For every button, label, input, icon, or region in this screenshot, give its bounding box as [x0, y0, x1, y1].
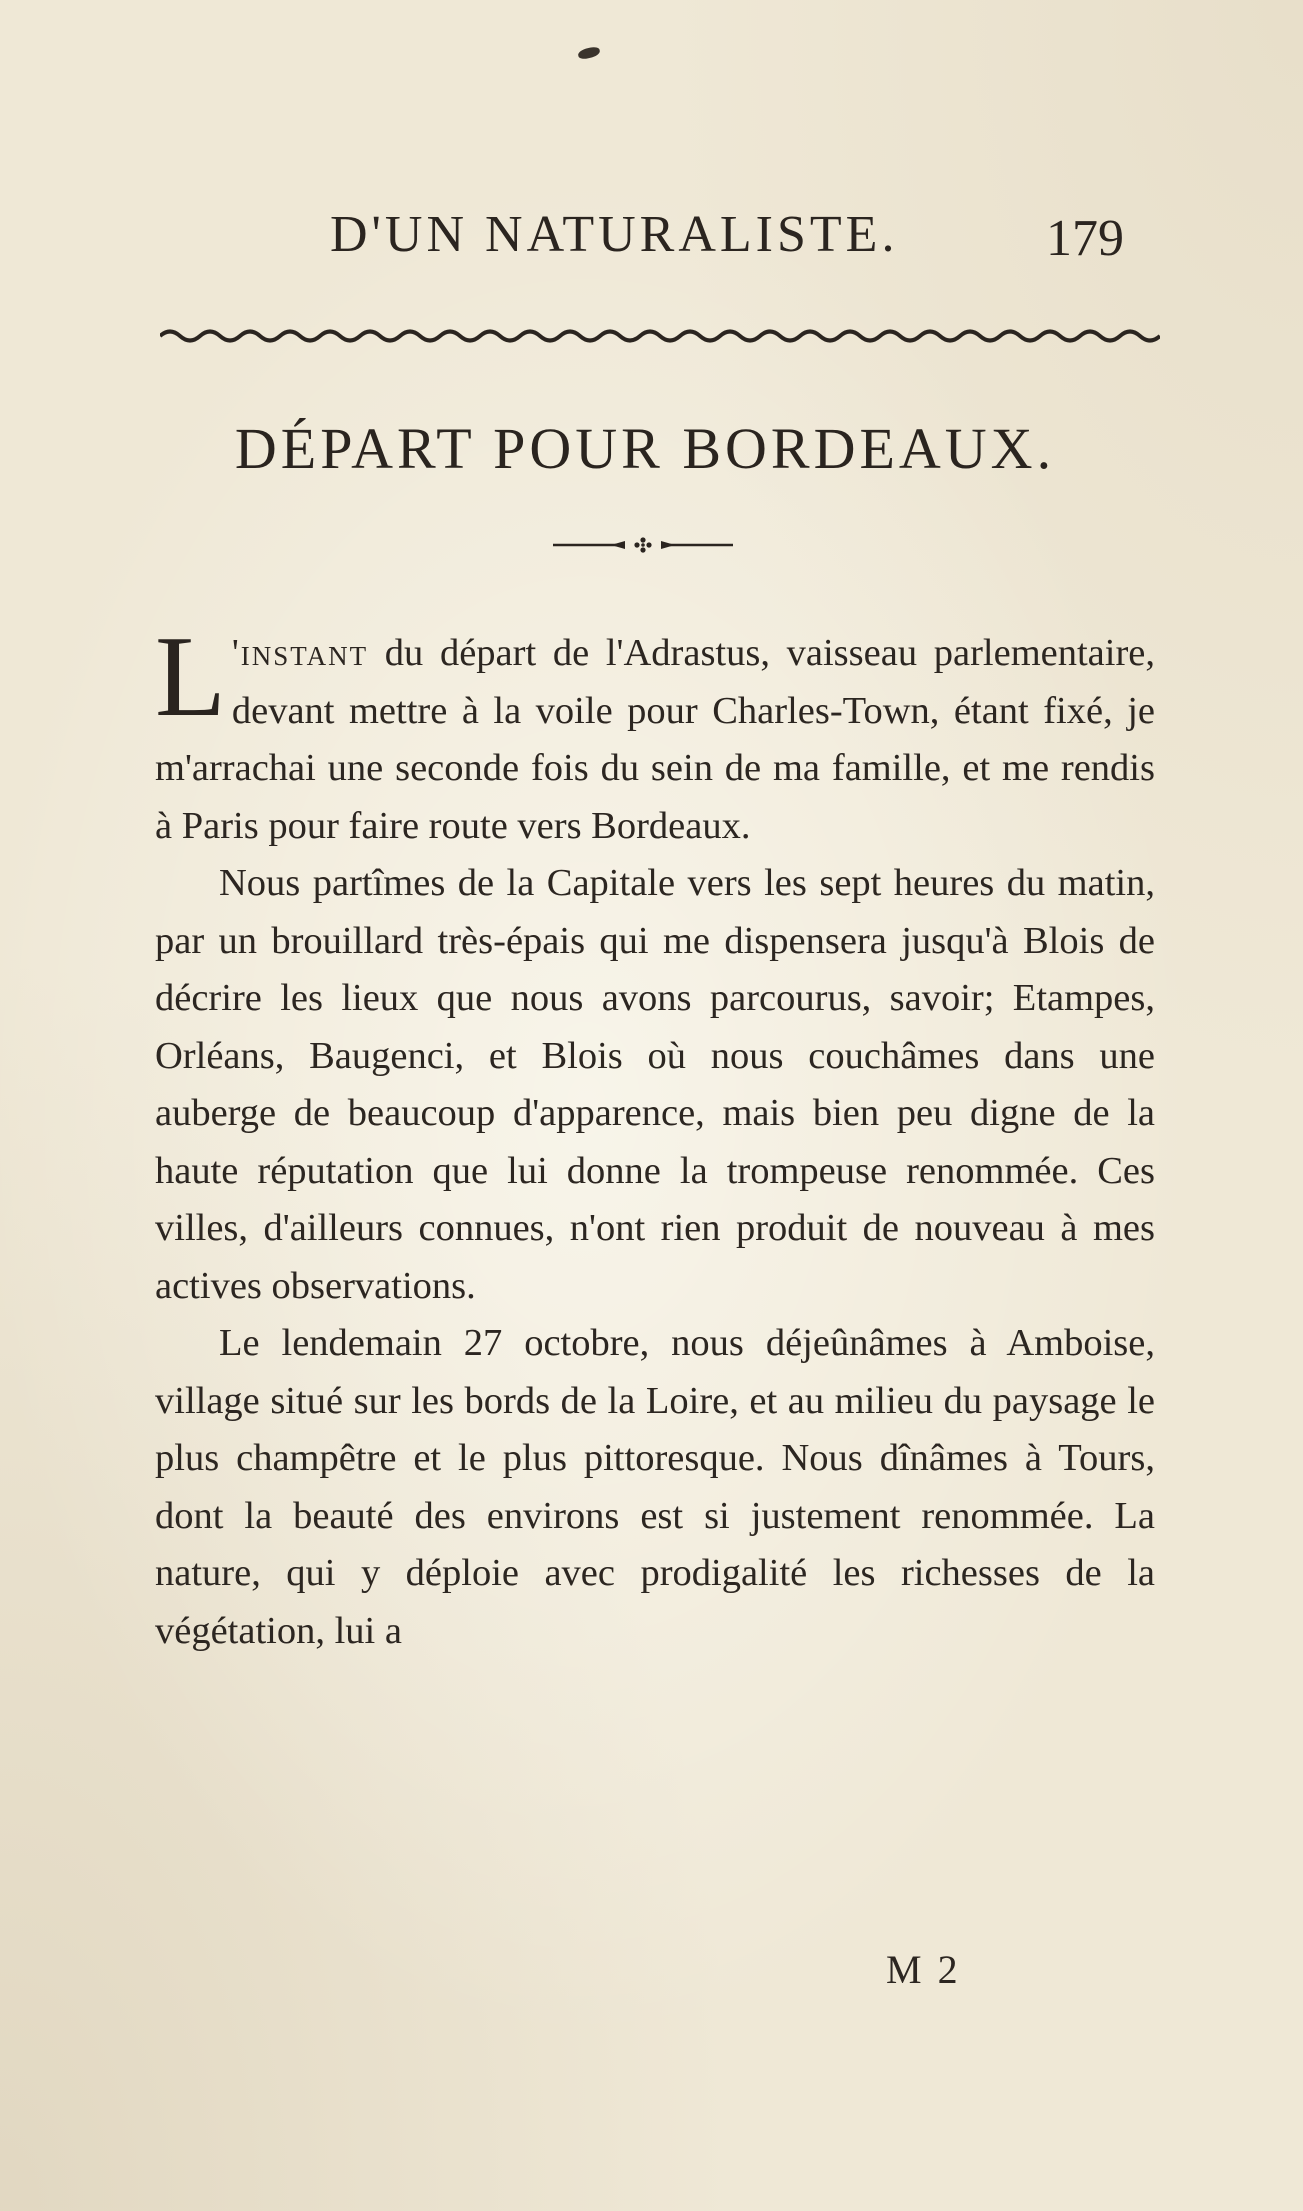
fleuron-divider — [553, 533, 733, 557]
opening-smallcaps: 'instant — [231, 632, 369, 674]
running-title: D'UN NATURALISTE. — [330, 206, 899, 263]
paragraph-1 — [155, 613, 1155, 855]
wavy-rule-ornament — [160, 325, 1160, 347]
signature-mark: M 2 — [886, 1947, 961, 1992]
paragraph-2: Nous partîmes de la Capitale vers les sept heures du matin, par un brouillard très-épais qui me dispensera jusqu'à Blois de décrire les lieux que nous avons parcourus, savoir; Etampes, Orléans, Baugenci, et Blois où nous couchâmes dans une auberge de beaucoup d'apparence, mais bien peu digne de la haute réputation que lui donne la trompeuse renommée. Ces villes, d'ailleurs connues, n'ont rien produit de nouveau à mes actives observations. — [155, 862, 1155, 1307]
ink-blot — [577, 46, 601, 60]
drop-cap: L — [155, 613, 226, 741]
paragraph-1-text: du départ de l'Adrastus, vaisseau parlementaire, devant mettre à la voile pour Charles-Town, étant fixé, je m'arrachai une seconde fois du sein de ma famille, et me rendis à Paris pour faire route vers Bordeaux. — [155, 632, 1155, 847]
page-number: 179 — [1046, 210, 1124, 267]
chapter-title: DÉPART POUR BORDEAUX. — [234, 416, 1056, 481]
body-text — [155, 613, 1155, 1660]
paragraph-3: Le lendemain 27 octobre, nous déjeûnâmes à Amboise, village situé sur les bords de la Loire, et au milieu du paysage le plus champêtre et le plus pittoresque. Nous dînâmes à Tours, dont la beauté des environs est si justement renommée. La nature, qui y déploie avec prodigalité les richesses de la végétation, lui a — [155, 1322, 1155, 1652]
running-head — [0, 205, 1303, 265]
